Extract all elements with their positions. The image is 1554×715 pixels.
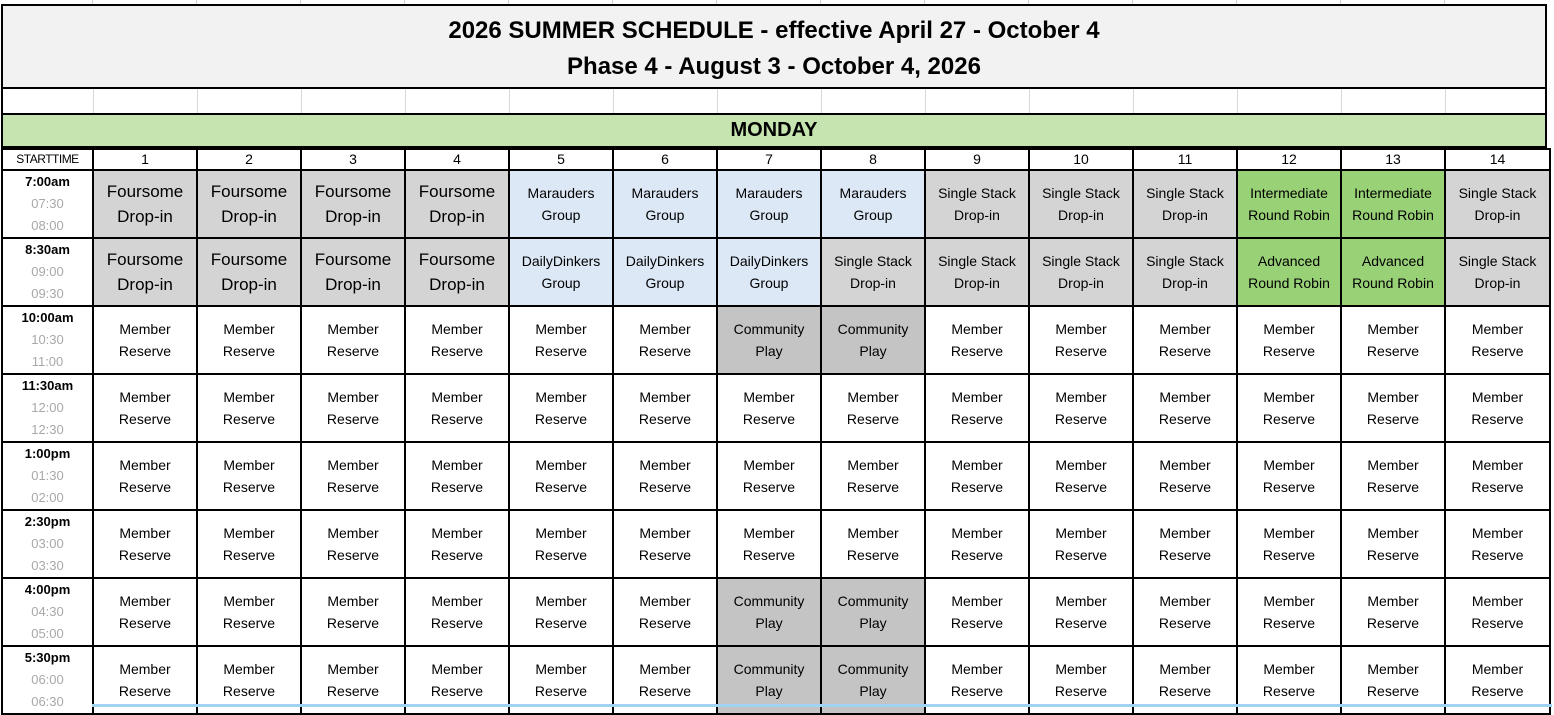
sub-time: 08:00	[31, 218, 64, 233]
activity-label: Member Reserve	[1262, 661, 1316, 699]
activity-label: Member Reserve	[1471, 525, 1524, 563]
schedule-cell	[821, 306, 925, 374]
activity-label: DailyDinkers Group	[625, 253, 705, 291]
sub-time: 09:30	[31, 286, 64, 301]
activity-label: Member Reserve	[326, 321, 380, 359]
court-header: 11	[1133, 149, 1237, 170]
sub-time: 05:00	[31, 626, 64, 641]
activity-label: Member Reserve	[430, 389, 484, 427]
activity-label: Member Reserve	[950, 457, 1004, 495]
activity-label: DailyDinkers Group	[729, 253, 809, 291]
start-time: 2:30pm	[24, 514, 71, 529]
activity-label: Foursome Drop-in	[106, 182, 184, 226]
activity-label: Member Reserve	[1471, 389, 1524, 427]
activity-label: Community Play	[733, 321, 805, 359]
activity-label: Member Reserve	[638, 457, 692, 495]
activity-label: Community Play	[837, 593, 909, 631]
schedule-cell	[301, 374, 405, 442]
activity-label: Marauders Group	[839, 185, 907, 223]
activity-label: Member Reserve	[430, 321, 484, 359]
sub-time: 03:00	[31, 536, 64, 551]
court-header: 4	[405, 149, 509, 170]
court-header: 10	[1029, 149, 1133, 170]
activity-label: Member Reserve	[534, 457, 588, 495]
schedule-cell	[509, 578, 613, 646]
activity-label: Member Reserve	[326, 389, 380, 427]
activity-label: Member Reserve	[222, 321, 276, 359]
schedule-cell	[1029, 510, 1133, 578]
schedule-cell	[93, 170, 197, 238]
schedule-cell	[1445, 238, 1550, 306]
activity-label: Member Reserve	[326, 661, 380, 699]
court-header: 9	[925, 149, 1029, 170]
schedule-cell	[1445, 374, 1550, 442]
schedule-cell	[1445, 442, 1550, 510]
time-slot-row	[2, 510, 1550, 578]
schedule-cell	[1029, 238, 1133, 306]
activity-label: Member Reserve	[1054, 661, 1108, 699]
start-time: 5:30pm	[24, 650, 71, 665]
activity-label: Member Reserve	[638, 525, 692, 563]
sub-time: 04:30	[31, 604, 64, 619]
activity-label: Member Reserve	[950, 525, 1004, 563]
schedule-cell	[1029, 578, 1133, 646]
sub-time: 07:30	[31, 196, 64, 211]
activity-label: Member Reserve	[222, 389, 276, 427]
activity-label: Member Reserve	[1366, 661, 1420, 699]
start-time: 10:00am	[21, 310, 74, 325]
schedule-cell	[93, 578, 197, 646]
activity-label: Foursome Drop-in	[210, 182, 288, 226]
sub-time: 01:30	[31, 468, 64, 483]
activity-label: Member Reserve	[430, 457, 484, 495]
activity-label: Advanced Round Robin	[1248, 253, 1330, 291]
start-time: 11:30am	[21, 378, 74, 393]
schedule-table	[1, 148, 1551, 715]
schedule-cell	[93, 306, 197, 374]
activity-label: Member Reserve	[950, 661, 1004, 699]
court-header-row	[2, 149, 1550, 170]
activity-label: Member Reserve	[638, 593, 692, 631]
schedule-cell	[509, 510, 613, 578]
activity-label: Member Reserve	[1366, 321, 1420, 359]
activity-label: Foursome Drop-in	[106, 250, 184, 294]
schedule-cell	[613, 170, 717, 238]
activity-label: Foursome Drop-in	[210, 250, 288, 294]
sub-time: 02:00	[31, 490, 64, 505]
activity-label: Member Reserve	[118, 525, 172, 563]
activity-label: Single Stack Drop-in	[938, 185, 1016, 223]
schedule-cell	[301, 442, 405, 510]
activity-label: Member Reserve	[1158, 525, 1212, 563]
schedule-cell	[1133, 238, 1237, 306]
time-label-cell	[2, 374, 93, 442]
schedule-cell	[717, 578, 821, 646]
time-slot-row	[2, 578, 1550, 646]
activity-label: Member Reserve	[534, 389, 588, 427]
court-header: 13	[1341, 149, 1445, 170]
activity-label: Single Stack Drop-in	[1042, 185, 1120, 223]
activity-label: Single Stack Drop-in	[834, 253, 912, 291]
activity-label: Member Reserve	[326, 457, 380, 495]
activity-label: Member Reserve	[534, 321, 588, 359]
activity-label: Member Reserve	[1158, 457, 1212, 495]
schedule-cell	[613, 578, 717, 646]
schedule-cell	[1237, 170, 1341, 238]
schedule-cell	[613, 442, 717, 510]
start-time-header: STARTTIME	[2, 149, 93, 170]
time-slot-row	[2, 374, 1550, 442]
schedule-cell	[197, 374, 301, 442]
activity-label: Single Stack Drop-in	[1458, 253, 1537, 291]
activity-label: Member Reserve	[1158, 661, 1212, 699]
phase-subtitle: Phase 4 - August 3 - October 4, 2026	[567, 53, 981, 80]
court-header: 8	[821, 149, 925, 170]
activity-label: Community Play	[733, 661, 805, 699]
schedule-cell	[1237, 238, 1341, 306]
sub-time: 06:30	[31, 694, 64, 709]
activity-label: Member Reserve	[118, 457, 172, 495]
schedule-cell	[1341, 238, 1445, 306]
sub-time: 10:30	[31, 332, 64, 347]
schedule-cell	[93, 510, 197, 578]
schedule-cell	[613, 374, 717, 442]
start-time: 7:00am	[25, 174, 70, 189]
time-label-cell	[2, 578, 93, 646]
time-label-cell	[2, 238, 93, 306]
activity-label: Member Reserve	[1158, 389, 1212, 427]
sub-time: 06:00	[31, 672, 64, 687]
time-slot-row	[2, 442, 1550, 510]
time-label-cell	[2, 442, 93, 510]
schedule-cell	[925, 238, 1029, 306]
schedule-cell	[925, 510, 1029, 578]
court-header: 14	[1445, 149, 1550, 170]
activity-label: Member Reserve	[534, 525, 588, 563]
schedule-cell	[717, 170, 821, 238]
activity-label: Member Reserve	[222, 661, 276, 699]
activity-label: Intermediate Round Robin	[1352, 185, 1434, 223]
schedule-cell	[1445, 578, 1550, 646]
schedule-cell	[405, 442, 509, 510]
schedule-cell	[509, 442, 613, 510]
activity-label: Member Reserve	[638, 389, 692, 427]
schedule-cell	[197, 170, 301, 238]
activity-label: Intermediate Round Robin	[1248, 185, 1330, 223]
activity-label: Member Reserve	[326, 525, 380, 563]
activity-label: Member Reserve	[1262, 525, 1316, 563]
schedule-cell	[717, 374, 821, 442]
activity-label: Single Stack Drop-in	[938, 253, 1016, 291]
activity-label: Member Reserve	[846, 389, 900, 427]
activity-label: Community Play	[837, 661, 909, 699]
activity-label: Member Reserve	[222, 525, 276, 563]
activity-label: Marauders Group	[631, 185, 699, 223]
schedule-cell	[925, 170, 1029, 238]
schedule-cell	[197, 510, 301, 578]
schedule-cell	[509, 374, 613, 442]
schedule-cell	[197, 306, 301, 374]
time-label-cell	[2, 306, 93, 374]
schedule-title-box	[1, 4, 1547, 89]
schedule-cell	[1133, 510, 1237, 578]
schedule-cell	[821, 578, 925, 646]
activity-label: Member Reserve	[118, 389, 172, 427]
schedule-cell	[301, 306, 405, 374]
schedule-cell	[509, 306, 613, 374]
activity-label: Member Reserve	[118, 593, 172, 631]
time-label-cell	[2, 646, 93, 714]
activity-label: Member Reserve	[222, 457, 276, 495]
activity-label: Foursome Drop-in	[418, 250, 496, 294]
activity-label: Advanced Round Robin	[1352, 253, 1434, 291]
schedule-cell	[1237, 442, 1341, 510]
activity-label: Member Reserve	[1366, 525, 1420, 563]
schedule-cell	[821, 170, 925, 238]
schedule-cell	[405, 238, 509, 306]
activity-label: Member Reserve	[846, 457, 900, 495]
schedule-cell	[1133, 170, 1237, 238]
schedule-cell	[509, 170, 613, 238]
activity-label: Member Reserve	[638, 661, 692, 699]
sub-time: 12:30	[31, 422, 64, 437]
activity-label: Member Reserve	[118, 661, 172, 699]
activity-label: Member Reserve	[1262, 389, 1316, 427]
activity-label: Marauders Group	[527, 185, 595, 223]
schedule-cell	[1341, 374, 1445, 442]
activity-label: Single Stack Drop-in	[1146, 253, 1224, 291]
activity-label: Single Stack Drop-in	[1042, 253, 1120, 291]
court-header: 2	[197, 149, 301, 170]
activity-label: Member Reserve	[1158, 593, 1212, 631]
sub-time: 12:00	[31, 400, 64, 415]
selection-edge	[92, 704, 1552, 707]
activity-label: Member Reserve	[1366, 593, 1420, 631]
activity-label: Member Reserve	[638, 321, 692, 359]
schedule-cell	[1341, 442, 1445, 510]
schedule-cell	[717, 510, 821, 578]
activity-label: Member Reserve	[742, 525, 796, 563]
schedule-cell	[93, 374, 197, 442]
activity-label: Member Reserve	[1471, 457, 1524, 495]
activity-label: Community Play	[837, 321, 909, 359]
schedule-cell	[1133, 578, 1237, 646]
schedule-cell	[405, 578, 509, 646]
day-header: MONDAY	[1, 113, 1547, 148]
activity-label: Member Reserve	[326, 593, 380, 631]
activity-label: Member Reserve	[742, 457, 796, 495]
activity-label: Member Reserve	[430, 661, 484, 699]
activity-label: Member Reserve	[846, 525, 900, 563]
schedule-cell	[821, 238, 925, 306]
schedule-cell	[1029, 442, 1133, 510]
schedule-cell	[925, 306, 1029, 374]
schedule-cell	[1133, 442, 1237, 510]
start-time: 1:00pm	[24, 446, 71, 461]
schedule-cell	[197, 578, 301, 646]
court-header: 3	[301, 149, 405, 170]
activity-label: Member Reserve	[1054, 457, 1108, 495]
schedule-cell	[1237, 374, 1341, 442]
start-time: 8:30am	[25, 242, 70, 257]
schedule-cell	[509, 238, 613, 306]
time-label-cell	[2, 170, 93, 238]
activity-label: Member Reserve	[430, 525, 484, 563]
activity-label: Member Reserve	[1471, 593, 1524, 631]
sub-time: 03:30	[31, 558, 64, 573]
schedule-cell	[405, 306, 509, 374]
schedule-cell	[821, 374, 925, 442]
schedule-body	[2, 170, 1550, 714]
schedule-cell	[1237, 578, 1341, 646]
schedule-cell	[301, 170, 405, 238]
schedule-cell	[1341, 306, 1445, 374]
activity-label: Single Stack Drop-in	[1458, 185, 1537, 223]
schedule-cell	[1445, 306, 1550, 374]
schedule-cell	[821, 442, 925, 510]
schedule-title: 2026 SUMMER SCHEDULE - effective April 27 - October 4	[448, 17, 1100, 44]
schedule-cell	[821, 510, 925, 578]
activity-label: Member Reserve	[1471, 661, 1524, 699]
schedule-cell	[925, 578, 1029, 646]
activity-label: Marauders Group	[735, 185, 803, 223]
activity-label: Member Reserve	[118, 321, 172, 359]
schedule-cell	[717, 306, 821, 374]
schedule-cell	[613, 510, 717, 578]
activity-label: Member Reserve	[1366, 457, 1420, 495]
schedule-cell	[1341, 170, 1445, 238]
start-time: 4:00pm	[24, 582, 71, 597]
activity-label: Community Play	[733, 593, 805, 631]
time-label-cell	[2, 510, 93, 578]
schedule-cell	[1341, 578, 1445, 646]
activity-label: Foursome Drop-in	[418, 182, 496, 226]
activity-label: Member Reserve	[950, 321, 1004, 359]
schedule-cell	[301, 238, 405, 306]
schedule-cell	[613, 238, 717, 306]
schedule-cell	[1029, 306, 1133, 374]
activity-label: Member Reserve	[222, 593, 276, 631]
spacer-row	[1, 89, 1547, 113]
activity-label: Member Reserve	[430, 593, 484, 631]
schedule-cell	[1237, 510, 1341, 578]
time-slot-row	[2, 170, 1550, 238]
schedule-cell	[1445, 170, 1550, 238]
schedule-cell	[1133, 306, 1237, 374]
court-header: 5	[509, 149, 613, 170]
activity-label: Foursome Drop-in	[314, 182, 392, 226]
activity-label: Member Reserve	[1158, 321, 1212, 359]
activity-label: Member Reserve	[1054, 321, 1108, 359]
activity-label: Member Reserve	[1262, 321, 1316, 359]
schedule-cell	[301, 510, 405, 578]
schedule-cell	[1029, 170, 1133, 238]
schedule-cell	[717, 238, 821, 306]
schedule-cell	[93, 238, 197, 306]
sub-time: 11:00	[31, 354, 64, 369]
court-header: 1	[93, 149, 197, 170]
schedule-cell	[405, 374, 509, 442]
time-slot-row	[2, 306, 1550, 374]
activity-label: Member Reserve	[534, 661, 588, 699]
schedule-cell	[717, 442, 821, 510]
activity-label: Member Reserve	[1471, 321, 1524, 359]
activity-label: Member Reserve	[1366, 389, 1420, 427]
activity-label: Member Reserve	[534, 593, 588, 631]
court-header: 7	[717, 149, 821, 170]
activity-label: Member Reserve	[950, 389, 1004, 427]
sub-time: 09:00	[31, 264, 64, 279]
activity-label: Member Reserve	[1054, 389, 1108, 427]
activity-label: Member Reserve	[950, 593, 1004, 631]
schedule-cell	[1133, 374, 1237, 442]
schedule-cell	[93, 442, 197, 510]
activity-label: Member Reserve	[742, 389, 796, 427]
schedule-cell	[613, 306, 717, 374]
schedule-cell	[1341, 510, 1445, 578]
schedule-cell	[197, 442, 301, 510]
schedule-cell	[405, 510, 509, 578]
activity-label: Member Reserve	[1262, 457, 1316, 495]
schedule-cell	[1029, 374, 1133, 442]
activity-label: Member Reserve	[1262, 593, 1316, 631]
court-header: 12	[1237, 149, 1341, 170]
activity-label: Member Reserve	[1054, 593, 1108, 631]
schedule-cell	[1237, 306, 1341, 374]
time-slot-row	[2, 238, 1550, 306]
schedule-cell	[925, 442, 1029, 510]
activity-label: Foursome Drop-in	[314, 250, 392, 294]
schedule-cell	[197, 238, 301, 306]
activity-label: Member Reserve	[1054, 525, 1108, 563]
schedule-cell	[405, 170, 509, 238]
schedule-cell	[1445, 510, 1550, 578]
activity-label: Single Stack Drop-in	[1146, 185, 1224, 223]
schedule-cell	[925, 374, 1029, 442]
activity-label: DailyDinkers Group	[521, 253, 601, 291]
court-header: 6	[613, 149, 717, 170]
schedule-cell	[301, 578, 405, 646]
